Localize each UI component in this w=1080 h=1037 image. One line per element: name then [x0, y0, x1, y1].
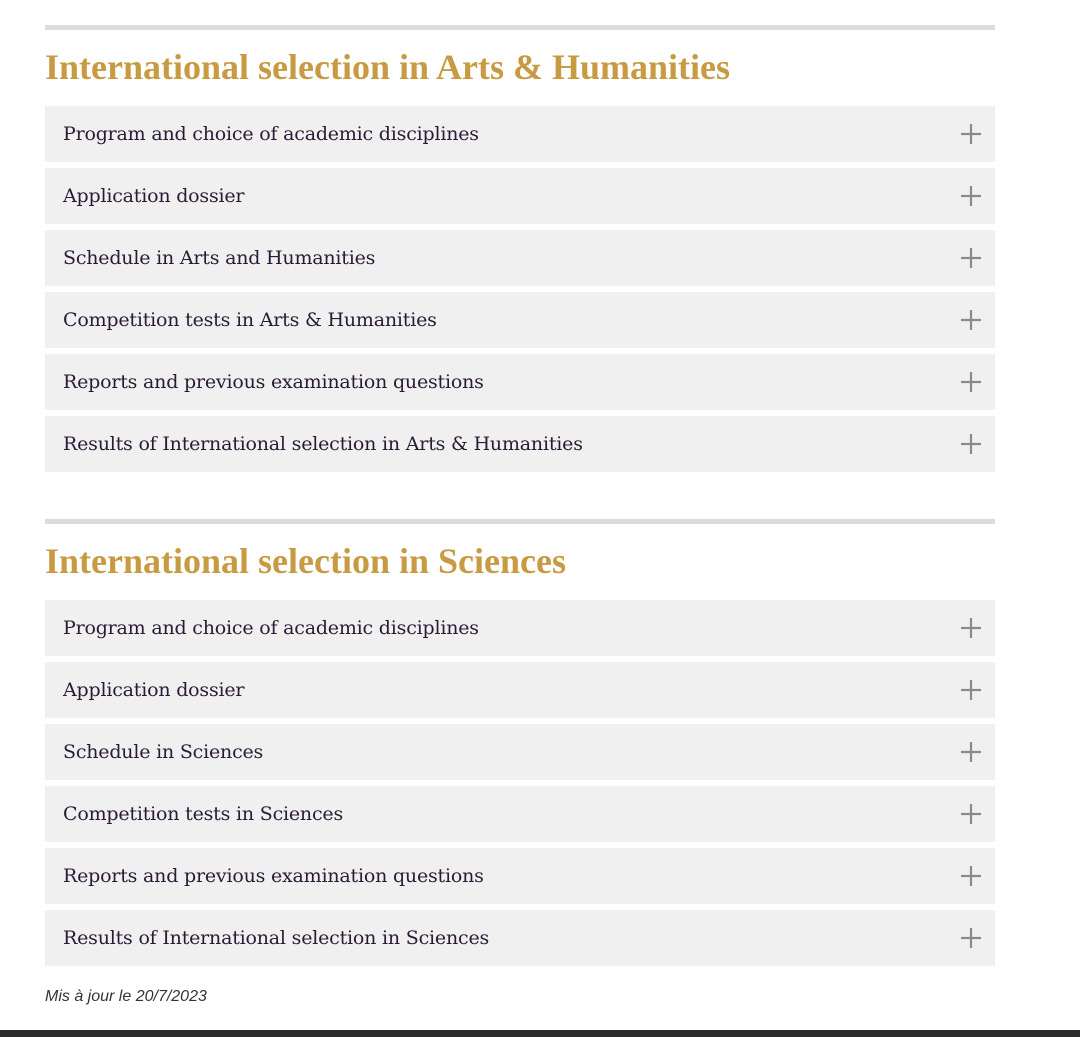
plus-icon[interactable] [959, 678, 983, 702]
plus-icon[interactable] [959, 246, 983, 270]
page-content [45, 0, 995, 972]
accordion-item-label: Program and choice of academic disciplines [63, 123, 479, 145]
section-arts-humanities [45, 25, 995, 472]
plus-icon[interactable] [959, 308, 983, 332]
accordion-sciences [45, 600, 995, 966]
accordion-item-schedule[interactable] [45, 724, 995, 780]
plus-icon[interactable] [959, 616, 983, 640]
accordion-item-label: Application dossier [63, 185, 245, 207]
accordion-item-application-dossier[interactable] [45, 168, 995, 224]
plus-icon[interactable] [959, 370, 983, 394]
accordion-item-label: Schedule in Sciences [63, 741, 264, 763]
accordion-item-label: Competition tests in Arts & Humanities [63, 309, 437, 331]
bottom-bar [0, 1030, 1080, 1037]
plus-icon[interactable] [959, 864, 983, 888]
accordion-item-label: Reports and previous examination questions [63, 865, 484, 887]
plus-icon[interactable] [959, 802, 983, 826]
plus-icon[interactable] [959, 926, 983, 950]
section-title-arts-humanities: International selection in Arts & Humanities [45, 47, 730, 87]
accordion-item-label: Results of International selection in Arts & Humanities [63, 433, 583, 455]
accordion-item-label: Application dossier [63, 679, 245, 701]
accordion-item-application-dossier[interactable] [45, 662, 995, 718]
accordion-item-label: Competition tests in Sciences [63, 803, 343, 825]
section-title-sciences: International selection in Sciences [45, 541, 566, 581]
accordion-item-label: Reports and previous examination questions [63, 371, 484, 393]
accordion-item-label: Program and choice of academic disciplines [63, 617, 479, 639]
accordion-item-program[interactable] [45, 106, 995, 162]
accordion-item-reports[interactable] [45, 354, 995, 410]
last-updated-text: Mis à jour le 20/7/2023 [45, 988, 207, 1005]
section-sciences [45, 519, 995, 966]
accordion-item-results[interactable] [45, 416, 995, 472]
accordion-item-program[interactable] [45, 600, 995, 656]
accordion-arts-humanities [45, 106, 995, 472]
plus-icon[interactable] [959, 432, 983, 456]
accordion-item-label: Results of International selection in Sciences [63, 927, 490, 949]
accordion-item-schedule[interactable] [45, 230, 995, 286]
plus-icon[interactable] [959, 740, 983, 764]
accordion-item-label: Schedule in Arts and Humanities [63, 247, 376, 269]
plus-icon[interactable] [959, 122, 983, 146]
accordion-item-results[interactable] [45, 910, 995, 966]
accordion-item-reports[interactable] [45, 848, 995, 904]
plus-icon[interactable] [959, 184, 983, 208]
accordion-item-competition-tests[interactable] [45, 786, 995, 842]
accordion-item-competition-tests[interactable] [45, 292, 995, 348]
